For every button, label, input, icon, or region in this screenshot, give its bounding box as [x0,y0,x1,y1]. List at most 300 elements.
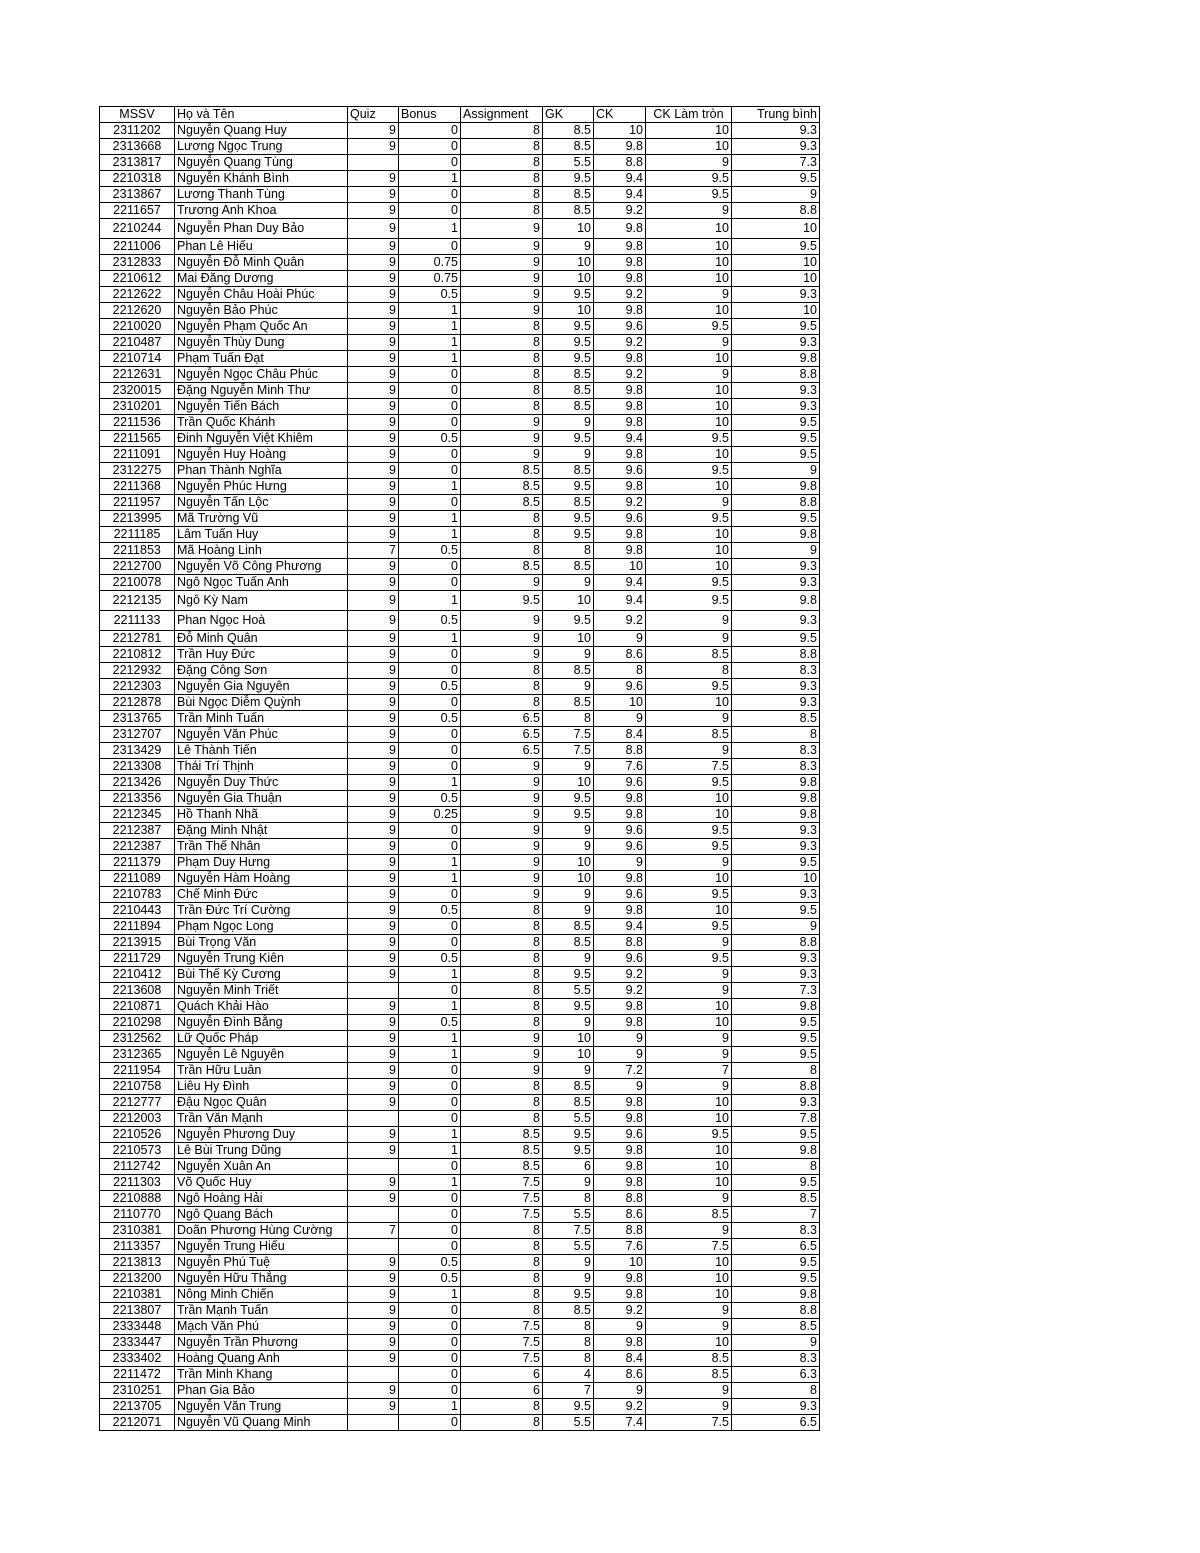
cell-average: 9.5 [732,1271,820,1287]
table-row [100,887,820,903]
cell-ck-rounded: 9 [646,1191,732,1207]
table-row [100,1159,820,1175]
cell-name: Nguyễn Trần Phương [175,1335,348,1351]
cell-average: 8.8 [732,203,820,219]
cell-quiz: 9 [348,367,399,383]
cell-average: 9.8 [732,1287,820,1303]
cell-ck: 9.4 [594,187,646,203]
cell-name: Nguyễn Vũ Quang Minh [175,1415,348,1431]
cell-ck-rounded: 10 [646,447,732,463]
cell-quiz: 9 [348,775,399,791]
cell-bonus: 1 [399,775,461,791]
grades-table [99,106,820,1431]
header-ck: CK [594,107,646,123]
cell-name: Nguyễn Gia Nguyên [175,679,348,695]
cell-bonus: 1 [399,999,461,1015]
table-row [100,1079,820,1095]
cell-name: Nguyễn Phan Duy Bảo [175,219,348,239]
cell-mssv: 2333448 [100,1319,175,1335]
cell-bonus: 0 [399,367,461,383]
cell-name: Phan Lê Hiếu [175,239,348,255]
table-row [100,1175,820,1191]
table-row [100,319,820,335]
cell-assignment: 9 [461,807,543,823]
cell-quiz: 9 [348,319,399,335]
table-row [100,139,820,155]
cell-average: 9.5 [732,171,820,187]
cell-assignment: 8 [461,155,543,171]
table-row [100,611,820,631]
table-row [100,255,820,271]
cell-ck: 9.2 [594,495,646,511]
cell-bonus: 1 [399,871,461,887]
cell-quiz: 9 [348,431,399,447]
cell-ck: 9 [594,855,646,871]
table-row [100,1143,820,1159]
table-row [100,1335,820,1351]
cell-quiz: 9 [348,1255,399,1271]
cell-average: 9.5 [732,1015,820,1031]
cell-gk: 10 [543,775,594,791]
table-row [100,1031,820,1047]
cell-average: 8.3 [732,1223,820,1239]
cell-bonus: 0 [399,415,461,431]
cell-average: 9.8 [732,775,820,791]
cell-ck-rounded: 10 [646,351,732,367]
cell-ck: 9.6 [594,951,646,967]
cell-ck-rounded: 9.5 [646,1127,732,1143]
cell-average: 8.8 [732,647,820,663]
cell-ck-rounded: 9.5 [646,431,732,447]
cell-ck: 9.4 [594,431,646,447]
cell-assignment: 9 [461,447,543,463]
cell-ck-rounded: 9 [646,287,732,303]
cell-assignment: 9 [461,239,543,255]
cell-ck-rounded: 9 [646,711,732,727]
cell-ck-rounded: 10 [646,1175,732,1191]
table-row [100,399,820,415]
cell-bonus: 0 [399,399,461,415]
cell-quiz: 9 [348,823,399,839]
cell-bonus: 1 [399,171,461,187]
cell-mssv: 2311202 [100,123,175,139]
cell-quiz: 9 [348,855,399,871]
cell-ck-rounded: 10 [646,271,732,287]
cell-assignment: 8 [461,527,543,543]
cell-ck: 9.6 [594,775,646,791]
cell-assignment: 8 [461,399,543,415]
cell-ck-rounded: 9 [646,1223,732,1239]
cell-assignment: 8 [461,903,543,919]
cell-quiz: 9 [348,935,399,951]
cell-gk: 9 [543,839,594,855]
cell-name: Nguyễn Hàm Hoàng [175,871,348,887]
cell-ck-rounded: 10 [646,559,732,575]
cell-gk: 9.5 [543,1143,594,1159]
cell-gk: 9.5 [543,431,594,447]
cell-ck: 9.8 [594,1159,646,1175]
cell-name: Nguyễn Xuân An [175,1159,348,1175]
cell-quiz: 9 [348,1191,399,1207]
cell-ck: 9.8 [594,1111,646,1127]
cell-bonus: 0 [399,1351,461,1367]
cell-assignment: 7.5 [461,1319,543,1335]
cell-quiz: 9 [348,219,399,239]
cell-name: Nguyễn Quang Huy [175,123,348,139]
cell-ck: 9.6 [594,463,646,479]
cell-name: Mã Hoàng Linh [175,543,348,559]
cell-ck-rounded: 9 [646,1383,732,1399]
cell-ck: 9.8 [594,351,646,367]
cell-bonus: 0.5 [399,431,461,447]
cell-quiz: 9 [348,999,399,1015]
cell-average: 7.8 [732,1111,820,1127]
cell-ck-rounded: 9 [646,1319,732,1335]
cell-quiz: 9 [348,447,399,463]
cell-mssv: 2313429 [100,743,175,759]
cell-name: Nguyễn Tấn Lộc [175,495,348,511]
cell-ck: 7.4 [594,1415,646,1431]
cell-gk: 5.5 [543,1415,594,1431]
table-row [100,951,820,967]
cell-name: Nguyễn Phú Tuệ [175,1255,348,1271]
cell-bonus: 0 [399,1063,461,1079]
cell-bonus: 1 [399,1127,461,1143]
cell-ck: 10 [594,695,646,711]
cell-ck-rounded: 9 [646,1031,732,1047]
cell-ck-rounded: 9 [646,367,732,383]
cell-quiz: 9 [348,647,399,663]
cell-name: Nguyễn Phương Duy [175,1127,348,1143]
cell-gk: 9.5 [543,1399,594,1415]
cell-ck: 9.2 [594,287,646,303]
cell-ck: 8.8 [594,743,646,759]
cell-ck-rounded: 9 [646,1047,732,1063]
cell-gk: 10 [543,219,594,239]
cell-ck: 9.8 [594,1175,646,1191]
cell-quiz: 9 [348,1175,399,1191]
cell-ck-rounded: 10 [646,1255,732,1271]
cell-assignment: 9 [461,871,543,887]
table-row [100,919,820,935]
cell-average: 9.5 [732,447,820,463]
cell-assignment: 9 [461,1047,543,1063]
cell-mssv: 2213813 [100,1255,175,1271]
cell-name: Nguyễn Khánh Bình [175,171,348,187]
cell-mssv: 2210298 [100,1015,175,1031]
cell-assignment: 8 [461,1015,543,1031]
cell-ck: 9.8 [594,871,646,887]
cell-assignment: 9 [461,839,543,855]
cell-mssv: 2312365 [100,1047,175,1063]
table-row [100,759,820,775]
cell-average: 7.3 [732,155,820,171]
cell-ck-rounded: 9 [646,1079,732,1095]
cell-mssv: 2210612 [100,271,175,287]
table-body [100,123,820,1431]
cell-quiz: 9 [348,1047,399,1063]
cell-ck: 9.2 [594,967,646,983]
cell-average: 10 [732,219,820,239]
table-row [100,1063,820,1079]
cell-ck-rounded: 7.5 [646,759,732,775]
cell-quiz: 9 [348,559,399,575]
cell-average: 8.3 [732,759,820,775]
cell-mssv: 2110770 [100,1207,175,1223]
cell-average: 9.5 [732,319,820,335]
cell-name: Trần Văn Mạnh [175,1111,348,1127]
cell-ck: 9.8 [594,1335,646,1351]
cell-assignment: 9.5 [461,591,543,611]
cell-assignment: 8 [461,335,543,351]
cell-gk: 7 [543,1383,594,1399]
cell-mssv: 2212387 [100,823,175,839]
cell-quiz: 9 [348,1335,399,1351]
cell-ck: 9.8 [594,807,646,823]
cell-assignment: 8.5 [461,463,543,479]
cell-ck: 9.8 [594,399,646,415]
cell-quiz: 9 [348,695,399,711]
cell-name: Nguyễn Ngọc Châu Phúc [175,367,348,383]
cell-quiz: 7 [348,1223,399,1239]
cell-gk: 4 [543,1367,594,1383]
cell-ck-rounded: 7.5 [646,1239,732,1255]
cell-mssv: 2210871 [100,999,175,1015]
cell-assignment: 6.5 [461,711,543,727]
cell-gk: 10 [543,1031,594,1047]
cell-name: Đặng Minh Nhật [175,823,348,839]
cell-ck: 9.8 [594,999,646,1015]
cell-mssv: 2211894 [100,919,175,935]
cell-name: Trương Anh Khoa [175,203,348,219]
cell-bonus: 0 [399,203,461,219]
cell-bonus: 0 [399,559,461,575]
cell-gk: 8.5 [543,123,594,139]
cell-average: 8.3 [732,663,820,679]
cell-quiz: 9 [348,1303,399,1319]
cell-average: 9.8 [732,527,820,543]
cell-assignment: 9 [461,287,543,303]
cell-mssv: 2211185 [100,527,175,543]
cell-assignment: 8 [461,123,543,139]
cell-quiz: 9 [348,967,399,983]
cell-bonus: 0.5 [399,679,461,695]
cell-average: 9.3 [732,559,820,575]
cell-quiz: 9 [348,203,399,219]
table-row [100,219,820,239]
cell-quiz: 9 [348,727,399,743]
cell-name: Chế Minh Đức [175,887,348,903]
cell-mssv: 2210783 [100,887,175,903]
cell-name: Trần Mạnh Tuấn [175,1303,348,1319]
cell-quiz: 9 [348,383,399,399]
cell-name: Thái Trí Thịnh [175,759,348,775]
cell-ck: 9.2 [594,367,646,383]
cell-ck-rounded: 9.5 [646,511,732,527]
cell-ck: 7.2 [594,1063,646,1079]
cell-assignment: 6.5 [461,727,543,743]
cell-ck-rounded: 8.5 [646,727,732,743]
cell-ck: 7.6 [594,759,646,775]
cell-quiz [348,983,399,999]
cell-gk: 9 [543,679,594,695]
cell-assignment: 9 [461,823,543,839]
cell-gk: 8 [543,711,594,727]
cell-assignment: 8 [461,695,543,711]
cell-assignment: 9 [461,303,543,319]
cell-assignment: 7.5 [461,1335,543,1351]
cell-assignment: 8 [461,999,543,1015]
cell-ck-rounded: 10 [646,807,732,823]
cell-mssv: 2212071 [100,1415,175,1431]
table-row [100,1127,820,1143]
cell-mssv: 2211303 [100,1175,175,1191]
cell-assignment: 8.5 [461,1127,543,1143]
cell-name: Mai Đăng Dương [175,271,348,287]
table-row [100,1351,820,1367]
cell-quiz: 9 [348,887,399,903]
cell-name: Phạm Ngọc Long [175,919,348,935]
cell-name: Trần Quốc Khánh [175,415,348,431]
cell-average: 9.3 [732,575,820,591]
cell-name: Ngô Hoàng Hải [175,1191,348,1207]
cell-bonus: 0 [399,1303,461,1319]
cell-average: 9.3 [732,611,820,631]
table-row [100,351,820,367]
cell-assignment: 9 [461,271,543,287]
cell-name: Trần Thế Nhân [175,839,348,855]
cell-average: 9 [732,1335,820,1351]
table-row [100,155,820,171]
table-row [100,823,820,839]
cell-mssv: 2313867 [100,187,175,203]
cell-quiz: 9 [348,1351,399,1367]
cell-mssv: 2213356 [100,791,175,807]
cell-name: Lương Thanh Tùng [175,187,348,203]
cell-mssv: 2310251 [100,1383,175,1399]
cell-quiz: 9 [348,1143,399,1159]
cell-name: Phạm Duy Hưng [175,855,348,871]
cell-assignment: 8.5 [461,559,543,575]
cell-ck-rounded: 9 [646,967,732,983]
cell-ck: 9.2 [594,611,646,631]
cell-assignment: 8 [461,935,543,951]
cell-ck: 9.8 [594,415,646,431]
cell-assignment: 9 [461,759,543,775]
cell-bonus: 0.5 [399,543,461,559]
cell-assignment: 9 [461,887,543,903]
cell-ck-rounded: 10 [646,383,732,399]
cell-ck: 9.6 [594,1127,646,1143]
cell-ck-rounded: 10 [646,1271,732,1287]
cell-name: Nguyễn Trung Hiếu [175,1239,348,1255]
cell-gk: 9 [543,239,594,255]
header-quiz: Quiz [348,107,399,123]
cell-quiz: 9 [348,303,399,319]
cell-name: Phan Thành Nghĩa [175,463,348,479]
header-average: Trung bình [732,107,820,123]
cell-name: Nguyễn Đỗ Minh Quân [175,255,348,271]
cell-gk: 9.5 [543,999,594,1015]
cell-ck-rounded: 9 [646,983,732,999]
cell-assignment: 8 [461,983,543,999]
cell-average: 8 [732,727,820,743]
cell-mssv: 2210412 [100,967,175,983]
cell-gk: 10 [543,591,594,611]
cell-bonus: 1 [399,967,461,983]
cell-mssv: 2320015 [100,383,175,399]
cell-ck: 9.6 [594,839,646,855]
cell-average: 9.5 [732,239,820,255]
cell-average: 9.3 [732,383,820,399]
cell-ck-rounded: 9 [646,1303,732,1319]
table-row [100,187,820,203]
cell-ck: 8 [594,663,646,679]
cell-assignment: 8 [461,1303,543,1319]
cell-ck-rounded: 10 [646,123,732,139]
cell-assignment: 8.5 [461,479,543,495]
cell-ck-rounded: 7 [646,1063,732,1079]
cell-quiz: 9 [348,139,399,155]
cell-assignment: 9 [461,415,543,431]
cell-bonus: 1 [399,591,461,611]
cell-mssv: 2113357 [100,1239,175,1255]
cell-mssv: 2210526 [100,1127,175,1143]
cell-bonus: 1 [399,631,461,647]
cell-ck: 9.8 [594,1287,646,1303]
cell-gk: 9 [543,1015,594,1031]
cell-quiz: 9 [348,479,399,495]
cell-assignment: 7.5 [461,1207,543,1223]
cell-mssv: 2211957 [100,495,175,511]
cell-average: 9.3 [732,399,820,415]
cell-name: Đinh Nguyễn Việt Khiêm [175,431,348,447]
cell-gk: 8.5 [543,463,594,479]
cell-quiz: 9 [348,575,399,591]
cell-assignment: 6 [461,1367,543,1383]
cell-assignment: 8.5 [461,1159,543,1175]
cell-name: Đặng Nguyễn Minh Thư [175,383,348,399]
cell-ck-rounded: 9 [646,855,732,871]
table-row [100,1207,820,1223]
cell-ck-rounded: 10 [646,1335,732,1351]
cell-assignment: 8 [461,1223,543,1239]
cell-gk: 9.5 [543,1127,594,1143]
cell-average: 8.8 [732,1303,820,1319]
cell-ck-rounded: 9.5 [646,839,732,855]
cell-ck-rounded: 9 [646,1399,732,1415]
cell-bonus: 1 [399,303,461,319]
cell-mssv: 2211954 [100,1063,175,1079]
cell-average: 9.8 [732,1143,820,1159]
table-row [100,1239,820,1255]
table-row [100,1047,820,1063]
cell-mssv: 2211133 [100,611,175,631]
cell-ck: 9 [594,1031,646,1047]
cell-quiz: 9 [348,1015,399,1031]
table-row [100,647,820,663]
cell-gk: 9.5 [543,511,594,527]
table-row [100,239,820,255]
cell-ck-rounded: 9.5 [646,823,732,839]
cell-ck: 9.4 [594,575,646,591]
cell-gk: 10 [543,871,594,887]
cell-ck-rounded: 10 [646,791,732,807]
cell-assignment: 9 [461,575,543,591]
cell-quiz: 9 [348,1319,399,1335]
cell-mssv: 2210758 [100,1079,175,1095]
table-row [100,935,820,951]
